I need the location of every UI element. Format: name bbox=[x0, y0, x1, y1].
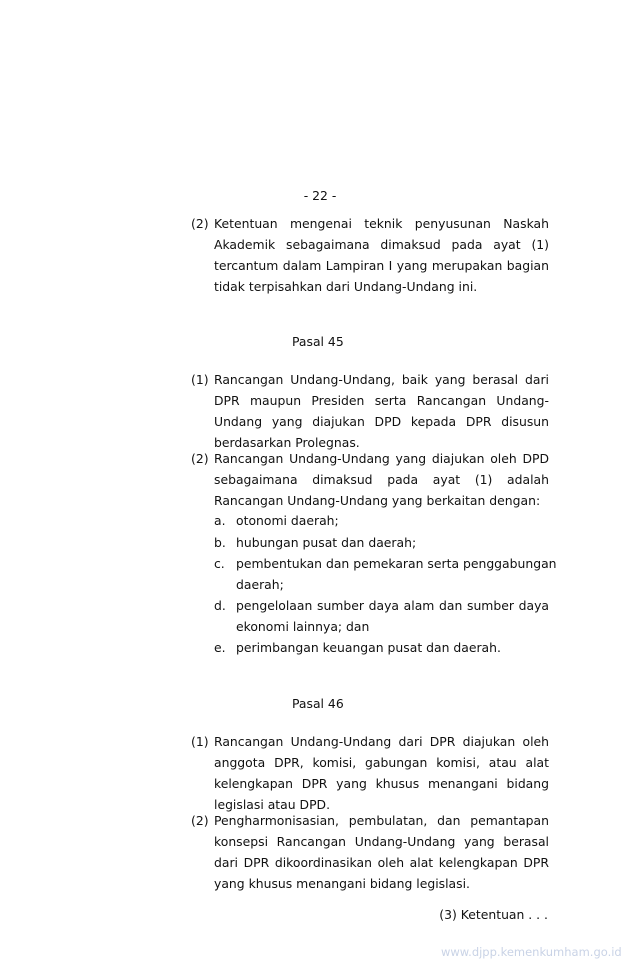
sub-item-text bbox=[236, 595, 549, 637]
ayat-text bbox=[214, 731, 549, 815]
text-line: anggota DPR, komisi, gabungan komisi, atau alat bbox=[214, 755, 549, 770]
ayat-number: (1) bbox=[191, 372, 209, 387]
ayat-item bbox=[191, 213, 549, 297]
text-line: legislasi atau DPD. bbox=[214, 797, 331, 812]
sub-item-letter: c. bbox=[214, 556, 225, 571]
page-number: - 22 - bbox=[303, 188, 337, 203]
text-line: pembentukan dan pemekaran serta penggabungan bbox=[236, 556, 557, 571]
ayat-item bbox=[191, 731, 549, 815]
text-line: Ketentuan mengenai teknik penyusunan Naskah bbox=[214, 216, 549, 231]
ayat-text bbox=[214, 810, 549, 894]
sub-item-letter: e. bbox=[214, 640, 226, 655]
text-line: Rancangan Undang-Undang yang berkaitan dengan: bbox=[214, 493, 541, 508]
ayat-text bbox=[214, 369, 549, 453]
text-line: hubungan pusat dan daerah; bbox=[236, 535, 417, 550]
text-line: Akademik sebagaimana dimaksud pada ayat (1) bbox=[214, 237, 549, 252]
article-heading: Pasal 46 bbox=[292, 696, 344, 711]
ayat-number: (2) bbox=[191, 451, 209, 466]
ayat-number: (2) bbox=[191, 216, 209, 231]
text-line: pengelolaan sumber daya alam dan sumber daya bbox=[236, 598, 549, 613]
sub-item-text bbox=[236, 637, 549, 658]
text-line: otonomi daerah; bbox=[236, 513, 339, 528]
text-line: Rancangan Undang-Undang yang diajukan oleh DPD bbox=[214, 451, 549, 466]
text-line: Rancangan Undang-Undang dari DPR diajukan oleh bbox=[214, 734, 549, 749]
ayat-text bbox=[214, 213, 549, 297]
watermark-link[interactable]: www.djpp.kemenkumham.go.id bbox=[441, 945, 622, 959]
ayat-number: (1) bbox=[191, 734, 209, 749]
text-line: daerah; bbox=[236, 577, 284, 592]
text-line: ekonomi lainnya; dan bbox=[236, 619, 370, 634]
ayat-number: (2) bbox=[191, 813, 209, 828]
text-line: konsepsi Rancangan Undang-Undang yang berasal bbox=[214, 834, 549, 849]
sub-item-letter: a. bbox=[214, 513, 226, 528]
ayat-text bbox=[214, 448, 549, 511]
ayat-item bbox=[191, 369, 549, 453]
text-line: tidak terpisahkan dari Undang-Undang ini. bbox=[214, 279, 478, 294]
text-line: Pengharmonisasian, pembulatan, dan pemantapan bbox=[214, 813, 549, 828]
text-line: DPR maupun Presiden serta Rancangan Undang- bbox=[214, 393, 549, 408]
article-heading: Pasal 45 bbox=[292, 334, 344, 349]
ayat-item bbox=[191, 810, 549, 894]
text-line: yang khusus menangani bidang legislasi. bbox=[214, 876, 470, 891]
text-line: berdasarkan Prolegnas. bbox=[214, 435, 360, 450]
sub-item-letter: d. bbox=[214, 598, 226, 613]
text-line: Undang yang diajukan DPD kepada DPR disusun bbox=[214, 414, 549, 429]
text-line: tercantum dalam Lampiran I yang merupakan bagian bbox=[214, 258, 549, 273]
text-line: kelengkapan DPR yang khusus menangani bidang bbox=[214, 776, 549, 791]
sub-item-text bbox=[236, 510, 549, 531]
catchword: (3) Ketentuan . . . bbox=[439, 907, 548, 922]
sub-item-text bbox=[236, 532, 549, 553]
text-line: sebagaimana dimaksud pada ayat (1) adalah bbox=[214, 472, 549, 487]
ayat-item bbox=[191, 448, 549, 511]
sub-item-text bbox=[236, 553, 557, 595]
text-line: dari DPR dikoordinasikan oleh alat kelengkapan DPR bbox=[214, 855, 549, 870]
text-line: perimbangan keuangan pusat dan daerah. bbox=[236, 640, 501, 655]
text-line: Rancangan Undang-Undang, baik yang berasal dari bbox=[214, 372, 549, 387]
sub-item-letter: b. bbox=[214, 535, 226, 550]
